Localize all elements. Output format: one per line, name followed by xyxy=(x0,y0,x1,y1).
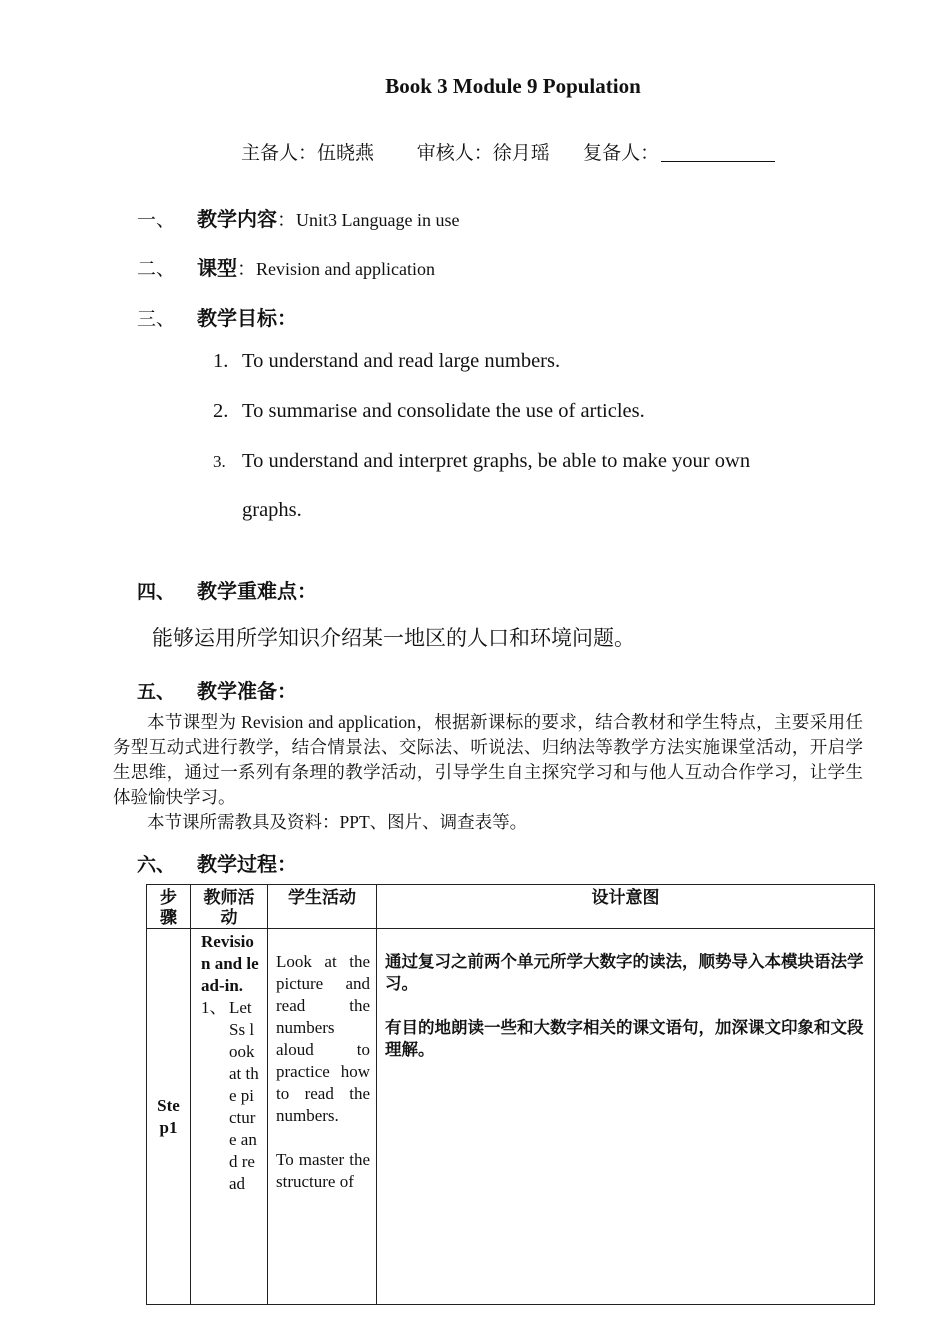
item-text: Let Ss look at the picture and read xyxy=(229,998,259,1193)
section-colon: ： xyxy=(277,210,297,231)
header-design-intent: 设计意图 xyxy=(377,885,875,929)
objective-text: To summarise and consolidate the use of articles. xyxy=(242,400,645,422)
design-intent-p1: 通过复习之前两个单元所学大数字的读法，顺势导入本模块语法学习。 xyxy=(385,952,864,993)
section-number: 三、 xyxy=(137,309,176,330)
process-table xyxy=(146,884,875,1305)
design-intent-p2: 有目的地朗读一些和大数字相关的课文语句，加深课文印象和文段理解。 xyxy=(385,1018,864,1059)
backup-preparer-blank xyxy=(661,143,775,162)
reviewer-name: 徐月瑶 xyxy=(492,143,550,164)
section-heading: 教学过程： xyxy=(197,854,297,876)
key-points-text: 能够运用所学知识介绍某一地区的人口和环境问题。 xyxy=(152,626,635,650)
section-process xyxy=(137,848,297,877)
backup-preparer-label: 复备人： xyxy=(583,143,660,164)
section-heading: 教学准备： xyxy=(197,681,297,703)
section-number: 一、 xyxy=(137,210,176,231)
design-intent-cell xyxy=(377,929,875,1305)
objective-number: 3. xyxy=(213,452,226,471)
step-cell: Step1 xyxy=(147,929,191,1305)
section-preparation xyxy=(137,675,297,704)
authors-line xyxy=(241,138,775,165)
objective-continuation: graphs. xyxy=(242,499,302,521)
section-number: 五、 xyxy=(137,682,176,703)
section-value: Revision and application xyxy=(256,259,435,279)
objective-number: 2. xyxy=(213,400,229,422)
teacher-activity-heading: Revision and lead-in. xyxy=(201,932,259,995)
document-title: Book 3 Module 9 Population xyxy=(385,74,641,98)
section-colon: ： xyxy=(237,259,257,280)
objective-number: 1. xyxy=(213,350,229,372)
section-number: 二、 xyxy=(137,259,176,280)
header-student-activity: 学生活动 xyxy=(268,885,377,929)
header-teacher-activity: 教师活动 xyxy=(191,885,268,929)
main-preparer-label: 主备人： xyxy=(241,143,318,164)
section-key-points xyxy=(137,575,317,604)
objective-item xyxy=(213,450,863,473)
item-number: 1、 xyxy=(201,998,227,1017)
section-heading: 教学内容 xyxy=(197,209,277,231)
student-activity-cell xyxy=(268,929,377,1305)
section-value: Unit3 Language in use xyxy=(296,210,460,230)
table-row xyxy=(147,929,875,1305)
section-lesson-type xyxy=(137,252,435,281)
section-heading: 教学目标： xyxy=(197,308,297,330)
reviewer-label: 审核人： xyxy=(416,143,493,164)
objective-item xyxy=(213,400,645,423)
objective-item xyxy=(213,350,560,373)
section-heading: 课型 xyxy=(197,258,237,280)
header-step: 步骤 xyxy=(147,885,191,929)
section-number: 六、 xyxy=(137,855,176,876)
table-header-row xyxy=(147,885,875,929)
objective-text: To understand and read large numbers. xyxy=(242,350,561,372)
section-heading: 教学重难点： xyxy=(197,581,317,603)
objective-text: To understand and interpret graphs, be able to make your own xyxy=(242,450,751,472)
section-teaching-content xyxy=(137,203,459,232)
main-preparer-name: 伍晓燕 xyxy=(317,143,375,164)
teacher-activity-cell xyxy=(191,929,268,1305)
teacher-activity-item xyxy=(201,997,261,1195)
student-activity-p2: To master the structure of xyxy=(276,1150,370,1191)
section-objectives xyxy=(137,302,297,331)
materials-paragraph: 本节课所需教具及资料：PPT、图片、调查表等。 xyxy=(147,812,528,832)
preparation-paragraph: 本节课型为 Revision and application，根据新课标的要求，结合教材和学生特点，主要采用任务型互动式进行教学，结合情景法、交际法、听说法、归纳法等教学方法实施课堂活动，开启学生思维，通过一系列有条理的教学活动，引导学生自主探究学习和与他人互动合作学习，让学生体验愉快学习。 xyxy=(113,712,863,807)
student-activity-p1: Look at the picture and read the numbers aloud to practice how to read the numbers. xyxy=(276,952,370,1125)
section-number: 四、 xyxy=(137,582,176,603)
